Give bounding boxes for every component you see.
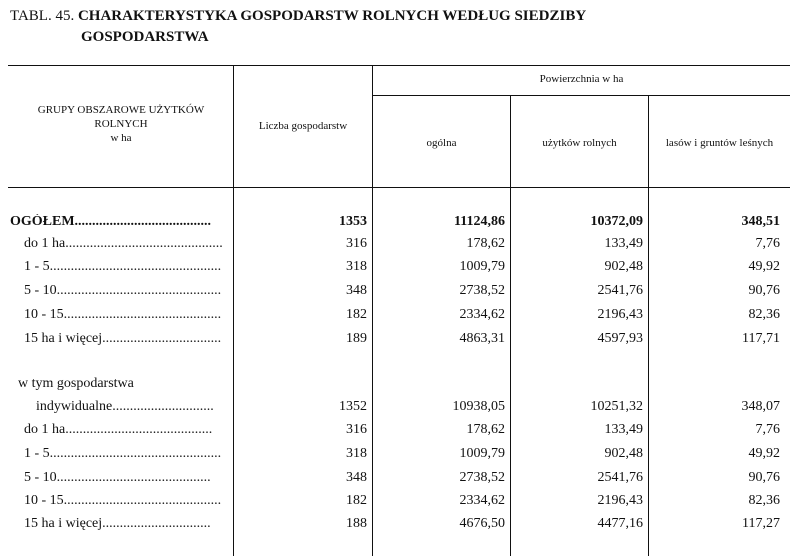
row-label: 5 - 10............................................... [24, 283, 222, 298]
cell-agri-land: 10372,09 [590, 214, 643, 229]
cell-forest-land: 117,71 [742, 331, 780, 346]
cell-agri-land: 2541,76 [597, 470, 643, 485]
cell-agri-land: 2196,43 [597, 493, 643, 508]
cell-agri-land: 133,49 [604, 236, 643, 251]
header-agri-land: użytków rolnych [542, 137, 617, 149]
cell-forest-land: 7,76 [755, 236, 780, 251]
cell-forest-land: 7,76 [755, 422, 780, 437]
cell-forest-land: 82,36 [748, 493, 780, 508]
table-row [0, 420, 800, 442]
table-row [0, 234, 800, 256]
table-row [0, 257, 800, 279]
table-row [0, 281, 800, 303]
row-label: 5 - 10............................................ [24, 470, 211, 485]
cell-farm-count: 348 [346, 283, 367, 298]
cell-total-area: 10938,05 [452, 399, 505, 414]
row-label: 15 ha i więcej............................... [24, 516, 211, 531]
cell-farm-count: 182 [346, 307, 367, 322]
title-line-1: CHARAKTERYSTYKA GOSPODARSTW ROLNYCH WEDŁUG SIEDZIBY [77, 8, 587, 24]
cell-farm-count: 1352 [339, 399, 367, 414]
row-label: do 1 ha............................................. [24, 236, 223, 251]
cell-agri-land: 4477,16 [597, 516, 643, 531]
section-heading-row [0, 374, 800, 396]
title-line-2: GOSPODARSTWA [81, 29, 209, 45]
group-header-rule [372, 95, 790, 96]
row-label: do 1 ha.......................................... [24, 422, 213, 437]
section-heading: w tym gospodarstwa [18, 376, 134, 391]
header-bottom-rule [8, 187, 790, 188]
cell-total-area: 11124,86 [454, 214, 505, 229]
header-area-group: Powierzchnia w ha [539, 73, 624, 85]
cell-agri-land: 2196,43 [597, 307, 643, 322]
cell-forest-land: 82,36 [748, 307, 780, 322]
cell-forest-land: 49,92 [748, 446, 780, 461]
cell-farm-count: 316 [346, 236, 367, 251]
row-label: OGÓŁEM....................................... [10, 214, 212, 229]
header-farm-count: Liczba gospodarstw [258, 120, 348, 132]
cell-agri-land: 902,48 [604, 446, 643, 461]
cell-forest-land: 117,27 [742, 516, 780, 531]
cell-farm-count: 182 [346, 493, 367, 508]
table-row [0, 514, 800, 536]
header-forest-land: lasów i gruntów leśnych [665, 137, 774, 149]
cell-farm-count: 348 [346, 470, 367, 485]
row-label: indywidualne............................. [36, 399, 214, 414]
cell-forest-land: 90,76 [748, 283, 780, 298]
cell-total-area: 178,62 [466, 236, 505, 251]
cell-total-area: 4676,50 [459, 516, 505, 531]
table-row-subtotal [0, 397, 800, 419]
header-groups-line-2: ROLNYCH [94, 118, 148, 130]
table-row [0, 305, 800, 327]
row-label: 1 - 5................................................. [24, 259, 222, 274]
table-row-total [0, 212, 800, 234]
cell-total-area: 2738,52 [459, 470, 505, 485]
header-total-area: ogólna [426, 137, 457, 149]
cell-total-area: 178,62 [466, 422, 505, 437]
cell-forest-land: 90,76 [748, 470, 780, 485]
table-number: TABL. 45. [10, 8, 75, 24]
cell-agri-land: 4597,93 [597, 331, 643, 346]
table-row [0, 491, 800, 513]
cell-farm-count: 1353 [339, 214, 367, 229]
table-row [0, 444, 800, 466]
cell-agri-land: 133,49 [604, 422, 643, 437]
cell-total-area: 4863,31 [459, 331, 505, 346]
table-title [10, 6, 586, 48]
header-groups-line-3: w ha [110, 132, 132, 144]
cell-total-area: 1009,79 [459, 446, 505, 461]
row-label: 15 ha i więcej.................................. [24, 331, 222, 346]
cell-total-area: 2334,62 [459, 493, 505, 508]
row-label: 1 - 5................................................. [24, 446, 222, 461]
cell-farm-count: 318 [346, 259, 367, 274]
cell-agri-land: 10251,32 [590, 399, 643, 414]
row-label: 10 - 15............................................. [24, 493, 222, 508]
cell-farm-count: 188 [346, 516, 367, 531]
cell-agri-land: 902,48 [604, 259, 643, 274]
cell-forest-land: 348,07 [741, 399, 780, 414]
table-top-rule [8, 65, 790, 66]
cell-farm-count: 318 [346, 446, 367, 461]
cell-forest-land: 348,51 [741, 214, 780, 229]
header-groups [10, 103, 232, 145]
cell-total-area: 1009,79 [459, 259, 505, 274]
cell-total-area: 2738,52 [459, 283, 505, 298]
cell-farm-count: 189 [346, 331, 367, 346]
cell-forest-land: 49,92 [748, 259, 780, 274]
table-row [0, 329, 800, 351]
cell-total-area: 2334,62 [459, 307, 505, 322]
header-groups-line-1: GRUPY OBSZAROWE UŻYTKÓW [37, 104, 205, 116]
cell-farm-count: 316 [346, 422, 367, 437]
cell-agri-land: 2541,76 [597, 283, 643, 298]
table-row [0, 468, 800, 490]
row-label: 10 - 15............................................. [24, 307, 222, 322]
